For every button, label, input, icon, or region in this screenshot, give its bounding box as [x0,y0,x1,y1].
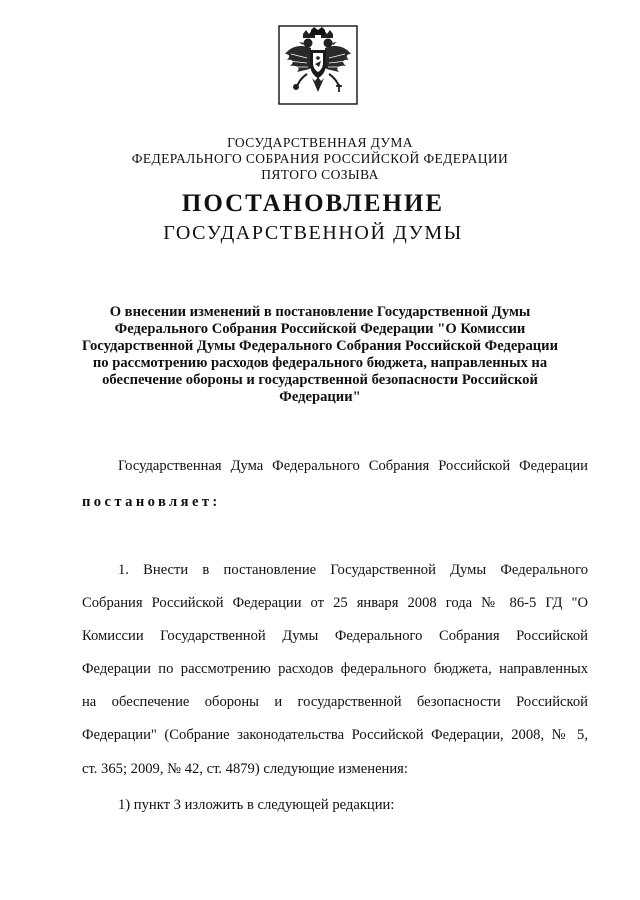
org-name-line-1: ГОСУДАРСТВЕННАЯ ДУМА [227,135,413,150]
subject-line: Государственной Думы Федерального Собрания Российской Федерации [82,338,558,354]
convocation-line: ПЯТОГО СОЗЫВА [261,167,379,182]
subject-line: по рассмотрению расходов федерального бюджета, направленных на [92,355,548,371]
item-1-line: на обеспечение обороны и государственной безопасности Российской [82,694,588,710]
subject-line: Федерации" [279,389,361,405]
item-1-line: Комиссии Государственной Думы Федерального Собрания Российской [82,628,588,644]
item-1-line: Федерации" (Собрание законодательства Российской Федерации, 2008, № 5, [82,727,588,743]
item-1-line: ст. 365; 2009, № 42, ст. 4879) следующие изменения: [82,761,408,777]
item-1-line: Федерации по рассмотрению расходов федерального бюджета, направленных [82,661,588,677]
preamble-text: Государственная Дума Федерального Собрания Российской Федерации [118,458,588,474]
subject-line: обеспечение обороны и государственной безопасности Российской [102,372,538,388]
subject-line: Федерального Собрания Российской Федерации "О Комиссии [114,321,526,337]
subject-line: О внесении изменений в постановление Государственной Думы [109,304,531,320]
document-title: ПОСТАНОВЛЕНИЕ [181,190,445,217]
coat-of-arms-emblem [277,24,359,106]
subitem-1-text: 1) пункт 3 изложить в следующей редакции: [118,797,395,813]
item-1-line: Собрания Российской Федерации от 25 января 2008 года № 86-5 ГД "О [82,595,588,611]
org-name-line-2: ФЕДЕРАЛЬНОГО СОБРАНИЯ РОССИЙСКОЙ ФЕДЕРАЦИИ [131,151,509,166]
document-subject [60,304,580,406]
document-subtitle: ГОСУДАРСТВЕННОЙ ДУМЫ [163,222,463,244]
decree-word: постановляет: [82,494,221,510]
item-1-line: 1. Внести в постановление Государственной Думы Федерального [118,562,588,578]
